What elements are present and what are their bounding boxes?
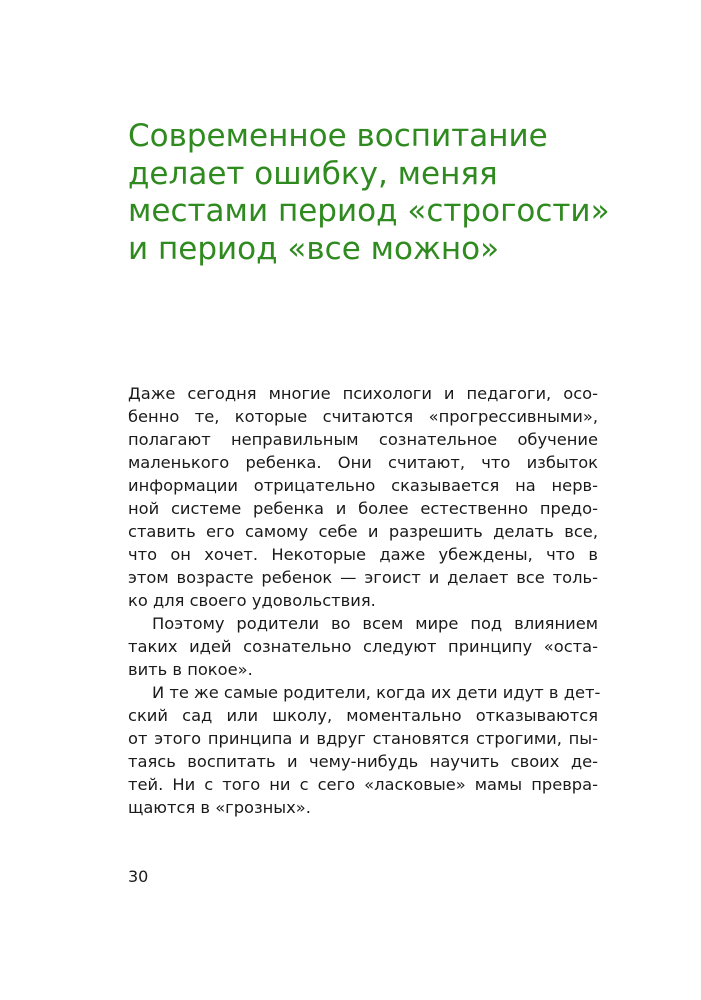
body-line: ной системе ребенка и более естественно предо- <box>128 499 598 518</box>
body-line: этом возрасте ребенок — эгоист и делает все толь- <box>128 568 598 587</box>
body-line: Даже сегодня многие психологи и педагоги, осо- <box>128 384 598 403</box>
body-line: щаются в «грозных». <box>128 798 311 817</box>
body-line: ко для своего удовольствия. <box>128 591 376 610</box>
body-line: от этого принципа и вдруг становятся строгими, пы- <box>128 729 598 748</box>
body-line: И те же самые родители, когда их дети идут в дет- <box>152 683 601 702</box>
heading-line: делает ошибку, меняя <box>128 155 498 192</box>
body-line: что он хочет. Некоторые даже убеждены, что в <box>128 545 598 564</box>
body-line: информации отрицательно сказывается на нерв- <box>128 476 598 495</box>
body-line: таких идей сознательно следуют принципу «оста- <box>128 637 598 656</box>
body-text <box>128 382 601 819</box>
heading-line: и период «все можно» <box>128 230 500 267</box>
body-line: ставить его самому себе и разрешить делать все, <box>128 522 598 541</box>
body-line: Поэтому родители во всем мире под влиянием <box>152 614 598 633</box>
body-line: бенно те, которые считаются «прогрессивными», <box>128 407 598 426</box>
body-line: ский сад или школу, моментально отказываются <box>128 706 598 725</box>
body-line: маленького ребенка. Они считают, что избыток <box>128 453 598 472</box>
heading-line: местами период «строгости» <box>128 193 610 229</box>
heading-line: Современное воспитание <box>128 118 548 154</box>
body-line: полагают неправильным сознательное обучение <box>128 430 598 449</box>
body-line: тей. Ни с того ни с сего «ласковые» мамы превра- <box>128 775 598 794</box>
body-line: таясь воспитать и чему-нибудь научить своих де- <box>128 752 598 771</box>
body-line: вить в покое». <box>128 660 253 679</box>
chapter-heading <box>128 118 608 268</box>
page-number: 30 <box>128 867 149 886</box>
